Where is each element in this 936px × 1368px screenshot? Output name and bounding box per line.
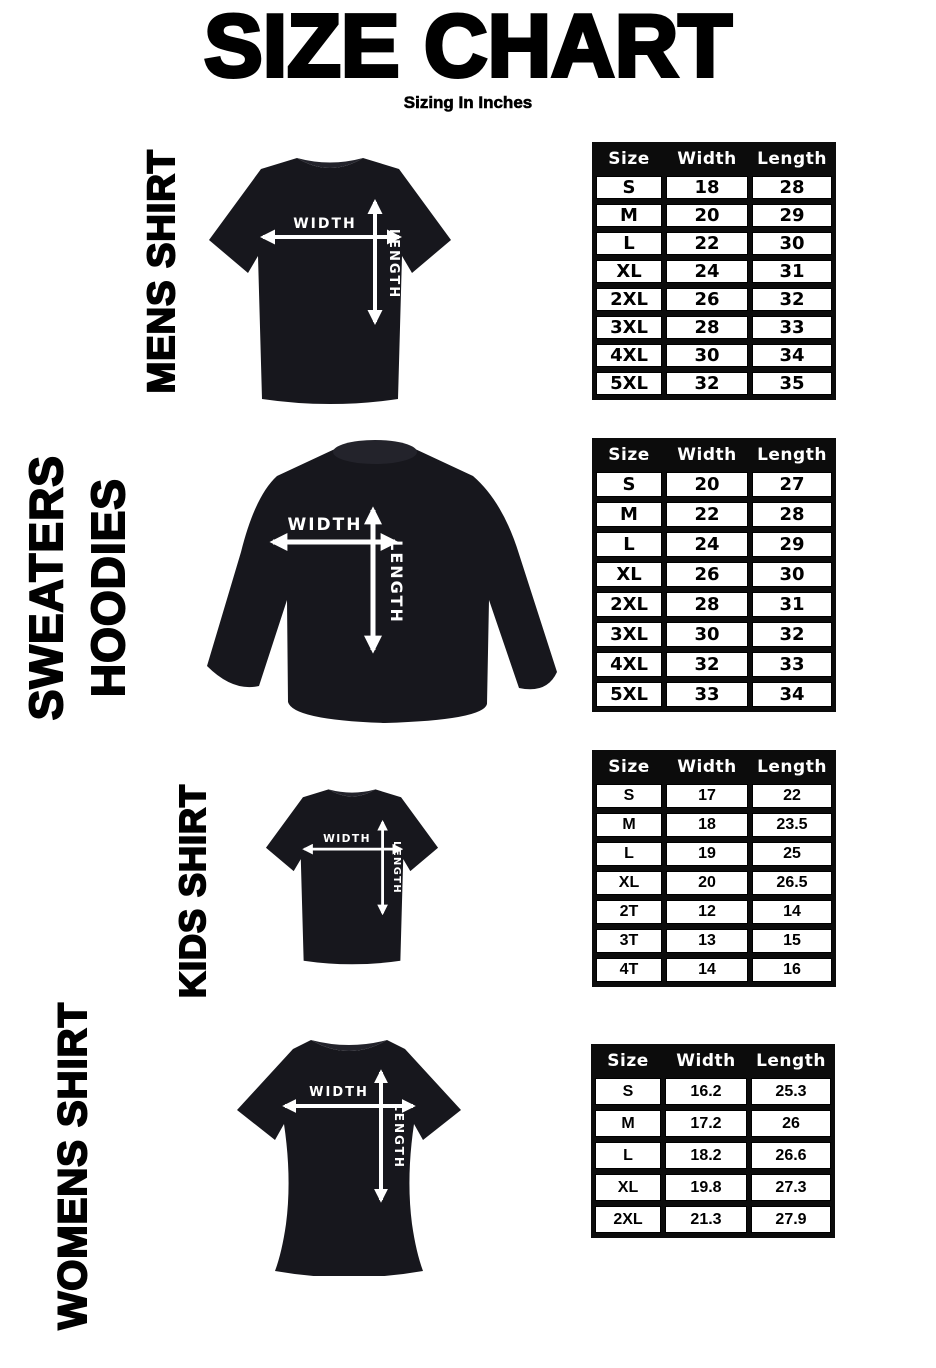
section-label-text: WOMENS SHIRT (50, 1002, 95, 1330)
kids-shirt-graphic (258, 778, 446, 970)
header-row (595, 1049, 831, 1073)
table-cell: 32 (666, 372, 748, 395)
table-cell: 3XL (596, 316, 662, 339)
column-header: Length (757, 445, 827, 465)
table-row (596, 592, 832, 617)
width-label: WIDTH (323, 832, 371, 845)
table-row (596, 842, 832, 866)
length-label: LENGTH (390, 841, 402, 895)
table-cell: 31 (752, 260, 832, 283)
page-title: SIZE CHART (204, 0, 732, 95)
table-cell: 32 (752, 622, 832, 647)
section-label-text: KIDS SHIRT (172, 783, 213, 998)
table-cell: 19 (666, 842, 748, 866)
table-cell: S (596, 784, 662, 808)
table-cell: 20 (666, 204, 748, 227)
column-header: Width (677, 445, 737, 465)
table-row (596, 622, 832, 647)
column-header: Length (756, 1051, 826, 1071)
column-header: Length (757, 757, 827, 777)
table-cell: 35 (752, 372, 832, 395)
table-cell: 16.2 (665, 1078, 747, 1105)
table-cell: 31 (752, 592, 832, 617)
table-cell: 17.2 (665, 1110, 747, 1137)
table-cell: XL (595, 1174, 661, 1201)
section-label-kids-shirt (158, 762, 228, 1020)
table-cell: 29 (752, 532, 832, 557)
sweater-collar (333, 440, 417, 464)
table-cell: 25.3 (751, 1078, 831, 1105)
table-cell: 3T (596, 929, 662, 953)
table-cell: L (596, 232, 662, 255)
table-cell: 22 (752, 784, 832, 808)
table-cell: 22 (666, 232, 748, 255)
table-row (596, 784, 832, 808)
table-cell: 14 (666, 958, 748, 982)
kids-size-table (592, 750, 836, 987)
header-row (596, 755, 832, 779)
table-cell: 32 (752, 288, 832, 311)
womens-size-table (591, 1044, 835, 1238)
column-header: Size (608, 445, 650, 465)
table-cell: 2XL (596, 288, 662, 311)
header-row (596, 443, 832, 467)
table-cell: 12 (666, 900, 748, 924)
table-cell: 18 (666, 176, 748, 199)
table-cell: 21.3 (665, 1206, 747, 1233)
table-cell: M (595, 1110, 661, 1137)
table-row (596, 652, 832, 677)
table-row (595, 1174, 831, 1201)
table-cell: 22 (666, 502, 748, 527)
table-cell: 15 (752, 929, 832, 953)
section-label-text: MENS SHIRT (140, 148, 183, 394)
table-row (596, 232, 832, 255)
table-row (596, 813, 832, 837)
column-header: Length (757, 149, 827, 169)
table-cell: 34 (752, 344, 832, 367)
section-label-text: HOODIES (82, 478, 134, 698)
table-cell: 18 (666, 813, 748, 837)
sweater-graphic (185, 432, 565, 734)
tshirt-body (237, 1040, 461, 1276)
table-cell: 5XL (596, 682, 662, 707)
header-row (596, 147, 832, 171)
length-label: LENGTH (392, 1103, 406, 1169)
table-cell: 33 (666, 682, 748, 707)
mens-shirt-graphic (205, 142, 455, 412)
table-cell: 25 (752, 842, 832, 866)
table-cell: 26 (666, 562, 748, 587)
table-cell: XL (596, 260, 662, 283)
table-cell: 5XL (596, 372, 662, 395)
page-subtitle: Sizing In Inches (403, 93, 533, 112)
table-cell: 26.5 (752, 871, 832, 895)
tshirt-body (209, 158, 451, 404)
column-header: Width (677, 149, 737, 169)
table-cell: S (596, 176, 662, 199)
table-cell: XL (596, 562, 662, 587)
table-row (596, 871, 832, 895)
table-row (596, 900, 832, 924)
table-cell: L (596, 842, 662, 866)
tshirt-illustration (205, 142, 455, 412)
table-cell: 2XL (595, 1206, 661, 1233)
table-cell: 2XL (596, 592, 662, 617)
table-cell: 34 (752, 682, 832, 707)
width-label: WIDTH (287, 515, 363, 535)
table-cell: 33 (752, 652, 832, 677)
column-header: Width (677, 757, 737, 777)
table-cell: XL (596, 871, 662, 895)
table-cell: 29 (752, 204, 832, 227)
table-cell: 20 (666, 472, 748, 497)
table-cell: S (595, 1078, 661, 1105)
table-cell: 28 (752, 176, 832, 199)
table-cell: 33 (752, 316, 832, 339)
table-cell: 13 (666, 929, 748, 953)
table-cell: 27 (752, 472, 832, 497)
table-row (596, 260, 832, 283)
length-label: LENGTH (387, 540, 406, 624)
table-cell: 26.6 (751, 1142, 831, 1169)
table-cell: 28 (752, 502, 832, 527)
table-cell: 30 (752, 562, 832, 587)
sweater-illustration (185, 432, 565, 734)
table-cell: 24 (666, 532, 748, 557)
table-row (596, 344, 832, 367)
table-row (596, 532, 832, 557)
tshirt-illustration (258, 778, 446, 970)
width-label: WIDTH (309, 1085, 369, 1100)
table-cell: M (596, 204, 662, 227)
table-row (595, 1206, 831, 1233)
table-cell: L (596, 532, 662, 557)
table-cell: 23.5 (752, 813, 832, 837)
table-row (596, 472, 832, 497)
table-row (596, 562, 832, 587)
table-row (596, 204, 832, 227)
table-row (596, 176, 832, 199)
table-cell: 26 (666, 288, 748, 311)
table-cell: 4T (596, 958, 662, 982)
table-row (596, 288, 832, 311)
table-cell: 20 (666, 871, 748, 895)
section-label-mens-shirt (134, 140, 190, 402)
width-label: WIDTH (293, 216, 357, 232)
womens-shirt-graphic (233, 1028, 465, 1276)
column-header: Size (607, 1051, 649, 1071)
table-cell: L (595, 1142, 661, 1169)
sweater-body (207, 441, 557, 723)
column-header: Size (608, 757, 650, 777)
mens-size-table (592, 142, 836, 400)
section-label-womens-shirt (36, 998, 110, 1334)
table-row (596, 682, 832, 707)
table-cell: 16 (752, 958, 832, 982)
table-cell: 24 (666, 260, 748, 283)
table-row (595, 1078, 831, 1105)
table-cell: S (596, 472, 662, 497)
table-row (596, 929, 832, 953)
table-cell: 28 (666, 592, 748, 617)
table-cell: 32 (666, 652, 748, 677)
table-cell: 2T (596, 900, 662, 924)
table-row (595, 1110, 831, 1137)
table-cell: 30 (666, 344, 748, 367)
table-row (596, 502, 832, 527)
table-row (596, 316, 832, 339)
table-cell: 19.8 (665, 1174, 747, 1201)
length-label: LENGTH (386, 228, 401, 300)
table-cell: M (596, 502, 662, 527)
table-cell: 26 (751, 1110, 831, 1137)
section-label-sweaters-hoodies (16, 448, 138, 728)
table-row (596, 958, 832, 982)
table-cell: 14 (752, 900, 832, 924)
column-header: Size (608, 149, 650, 169)
column-header: Width (676, 1051, 736, 1071)
table-cell: 3XL (596, 622, 662, 647)
table-row (596, 372, 832, 395)
section-label-text: SWEATERS (20, 455, 72, 721)
table-cell: 27.3 (751, 1174, 831, 1201)
table-cell: 4XL (596, 652, 662, 677)
sweaters-size-table (592, 438, 836, 712)
table-cell: 18.2 (665, 1142, 747, 1169)
tshirt-body (266, 789, 438, 964)
table-cell: 30 (666, 622, 748, 647)
table-cell: 27.9 (751, 1206, 831, 1233)
table-cell: 30 (752, 232, 832, 255)
table-cell: 17 (666, 784, 748, 808)
table-row (595, 1142, 831, 1169)
tshirt-illustration (233, 1028, 465, 1276)
table-cell: 28 (666, 316, 748, 339)
table-cell: M (596, 813, 662, 837)
table-cell: 4XL (596, 344, 662, 367)
